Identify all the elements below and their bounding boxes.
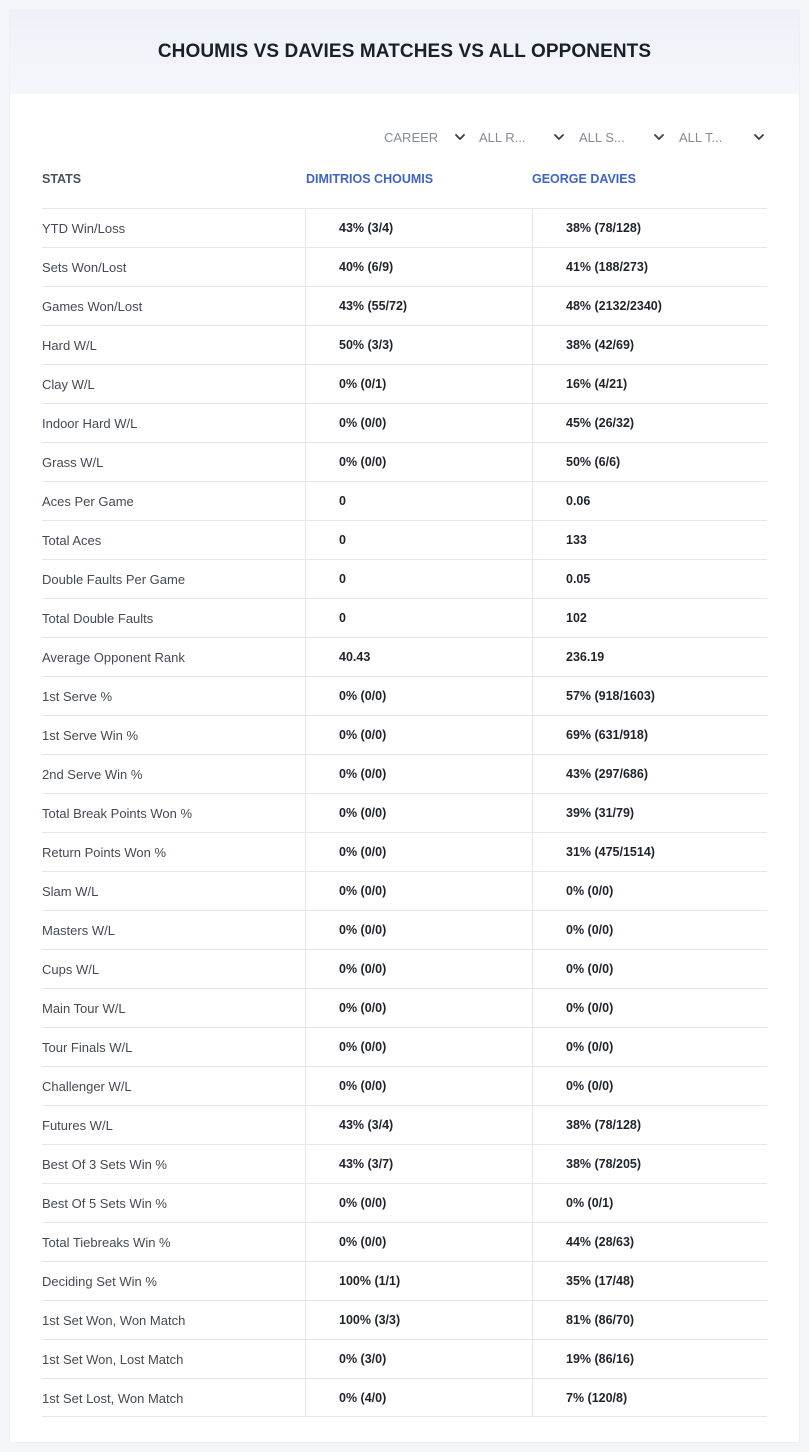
player2-stat-value: 38% (78/128) [532,1106,767,1144]
player2-stat-value: 50% (6/6) [532,443,767,481]
player1-stat-value: 40.43 [305,638,532,676]
table-row [42,208,767,247]
stat-label: Challenger W/L [42,1079,132,1094]
stats-card [10,10,799,1442]
stat-label: Slam W/L [42,884,99,899]
player2-stat-value: 43% (297/686) [532,755,767,793]
stat-label: Best Of 3 Sets Win % [42,1157,167,1172]
table-row [42,988,767,1027]
player1-stat-value: 0% (0/0) [305,677,532,715]
stat-label: Tour Finals W/L [42,1040,133,1055]
table-row [42,1144,767,1183]
table-row [42,325,767,364]
table-row [42,637,767,676]
table-row [42,1261,767,1300]
stat-label: Return Points Won % [42,845,167,860]
stats-table-body [42,208,767,1417]
player1-stat-value: 43% (3/4) [305,209,532,247]
player1-stat-value: 0% (0/0) [305,443,532,481]
table-row [42,1183,767,1222]
stat-label: Main Tour W/L [42,1001,126,1016]
player2-stat-value: 69% (631/918) [532,716,767,754]
player2-stat-value: 0% (0/0) [532,950,767,988]
player1-stat-value: 43% (3/4) [305,1106,532,1144]
player2-stat-value: 41% (188/273) [532,248,767,286]
player1-stat-value: 0% (0/0) [305,872,532,910]
chevron-down-icon [653,131,665,143]
stat-label: Grass W/L [42,455,104,470]
stat-label: Sets Won/Lost [42,260,127,275]
player1-stat-value: 40% (6/9) [305,248,532,286]
filter-period-label: CAREER [384,129,439,145]
stat-label: 1st Set Lost, Won Match [42,1391,184,1406]
player1-stat-value: 0% (0/0) [305,950,532,988]
player2-stat-value: 19% (86/16) [532,1340,767,1378]
table-row [42,754,767,793]
column-header-player2[interactable]: GEORGE DAVIES [532,172,636,186]
player1-stat-value: 100% (3/3) [305,1301,532,1339]
stat-label: Futures W/L [42,1118,113,1133]
stat-label: Games Won/Lost [42,299,143,314]
stat-label: Hard W/L [42,338,97,353]
table-row [42,247,767,286]
player1-stat-value: 0 [305,560,532,598]
player1-stat-value: 0% (0/0) [305,833,532,871]
table-row [42,442,767,481]
player1-stat-value: 0% (4/0) [305,1379,532,1417]
player1-stat-value: 43% (3/7) [305,1145,532,1183]
player2-stat-value: 236.19 [532,638,767,676]
player1-stat-value: 0 [305,521,532,559]
stat-label: 1st Serve % [42,689,113,704]
player2-stat-value: 39% (31/79) [532,794,767,832]
table-row [42,403,767,442]
table-row [42,1105,767,1144]
player1-stat-value: 50% (3/3) [305,326,532,364]
table-row [42,1300,767,1339]
player1-stat-value: 0% (0/0) [305,794,532,832]
player2-stat-value: 16% (4/21) [532,365,767,403]
filter-surface-label: ALL S... [579,129,625,145]
stat-label: Total Aces [42,533,102,548]
player2-stat-value: 0.06 [532,482,767,520]
player2-stat-value: 38% (78/128) [532,209,767,247]
filter-tournament-label: ALL T... [679,129,723,145]
player1-stat-value: 0% (0/0) [305,1223,532,1261]
filter-bar [10,124,799,150]
stat-label: 1st Serve Win % [42,728,139,743]
table-row [42,1339,767,1378]
player2-stat-value: 57% (918/1603) [532,677,767,715]
player2-stat-value: 45% (26/32) [532,404,767,442]
card-header [10,10,799,94]
stat-label: Total Double Faults [42,611,154,626]
player2-stat-value: 0% (0/0) [532,911,767,949]
table-header [42,170,767,208]
player1-stat-value: 0% (0/0) [305,1067,532,1105]
stat-label: Masters W/L [42,923,115,938]
player1-stat-value: 0 [305,599,532,637]
stat-label: Total Tiebreaks Win % [42,1235,171,1250]
table-row [42,559,767,598]
player1-stat-value: 43% (55/72) [305,287,532,325]
stat-label: 1st Set Won, Lost Match [42,1352,184,1367]
player2-stat-value: 81% (86/70) [532,1301,767,1339]
player1-stat-value: 0 [305,482,532,520]
stat-label: 1st Set Won, Won Match [42,1313,186,1328]
player2-stat-value: 35% (17/48) [532,1262,767,1300]
table-row [42,481,767,520]
player2-stat-value: 0% (0/0) [532,989,767,1027]
table-row [42,871,767,910]
player1-stat-value: 0% (0/0) [305,404,532,442]
stat-label: Clay W/L [42,377,95,392]
stat-label: Best Of 5 Sets Win % [42,1196,167,1211]
player2-stat-value: 0% (0/0) [532,872,767,910]
table-row [42,1066,767,1105]
table-row [42,676,767,715]
stat-label: YTD Win/Loss [42,221,126,236]
player1-stat-value: 0% (0/0) [305,755,532,793]
player2-stat-value: 0% (0/0) [532,1067,767,1105]
table-row [42,520,767,559]
table-row [42,910,767,949]
filter-surface-select[interactable] [579,124,665,150]
filter-round-select[interactable] [479,124,565,150]
table-row [42,286,767,325]
filter-period-select[interactable] [384,124,466,150]
player1-stat-value: 0% (3/0) [305,1340,532,1378]
table-row [42,364,767,403]
column-header-stats: STATS [42,172,82,186]
player1-stat-value: 100% (1/1) [305,1262,532,1300]
stat-label: Cups W/L [42,962,100,977]
stat-label: Indoor Hard W/L [42,416,138,431]
chevron-down-icon [553,131,565,143]
stat-label: Average Opponent Rank [42,650,185,665]
table-row [42,715,767,754]
player1-stat-value: 0% (0/0) [305,716,532,754]
player1-stat-value: 0% (0/0) [305,989,532,1027]
column-header-player1[interactable]: DIMITRIOS CHOUMIS [306,172,434,186]
stat-label: Double Faults Per Game [42,572,186,587]
player1-stat-value: 0% (0/0) [305,1184,532,1222]
player2-stat-value: 0% (0/1) [532,1184,767,1222]
filter-round-label: ALL R... [479,129,526,145]
stat-label: Aces Per Game [42,494,134,509]
stat-label: Total Break Points Won % [42,806,193,821]
table-row [42,832,767,871]
table-row [42,598,767,637]
table-row [42,949,767,988]
stat-label: Deciding Set Win % [42,1274,157,1289]
table-row [42,1027,767,1066]
player2-stat-value: 133 [532,521,767,559]
chevron-down-icon [454,131,466,143]
player2-stat-value: 7% (120/8) [532,1379,767,1417]
page-title: CHOUMIS VS DAVIES MATCHES VS ALL OPPONENTS [157,41,652,62]
player2-stat-value: 31% (475/1514) [532,833,767,871]
player2-stat-value: 38% (42/69) [532,326,767,364]
player1-stat-value: 0% (0/1) [305,365,532,403]
player2-stat-value: 0.05 [532,560,767,598]
player2-stat-value: 44% (28/63) [532,1223,767,1261]
table-row [42,793,767,832]
player1-stat-value: 0% (0/0) [305,911,532,949]
player2-stat-value: 38% (78/205) [532,1145,767,1183]
stat-label: 2nd Serve Win % [42,767,143,782]
table-row [42,1222,767,1261]
table-row [42,1378,767,1417]
filter-tournament-select[interactable] [679,124,765,150]
chevron-down-icon [753,131,765,143]
player2-stat-value: 102 [532,599,767,637]
player1-stat-value: 0% (0/0) [305,1028,532,1066]
player2-stat-value: 48% (2132/2340) [532,287,767,325]
player2-stat-value: 0% (0/0) [532,1028,767,1066]
